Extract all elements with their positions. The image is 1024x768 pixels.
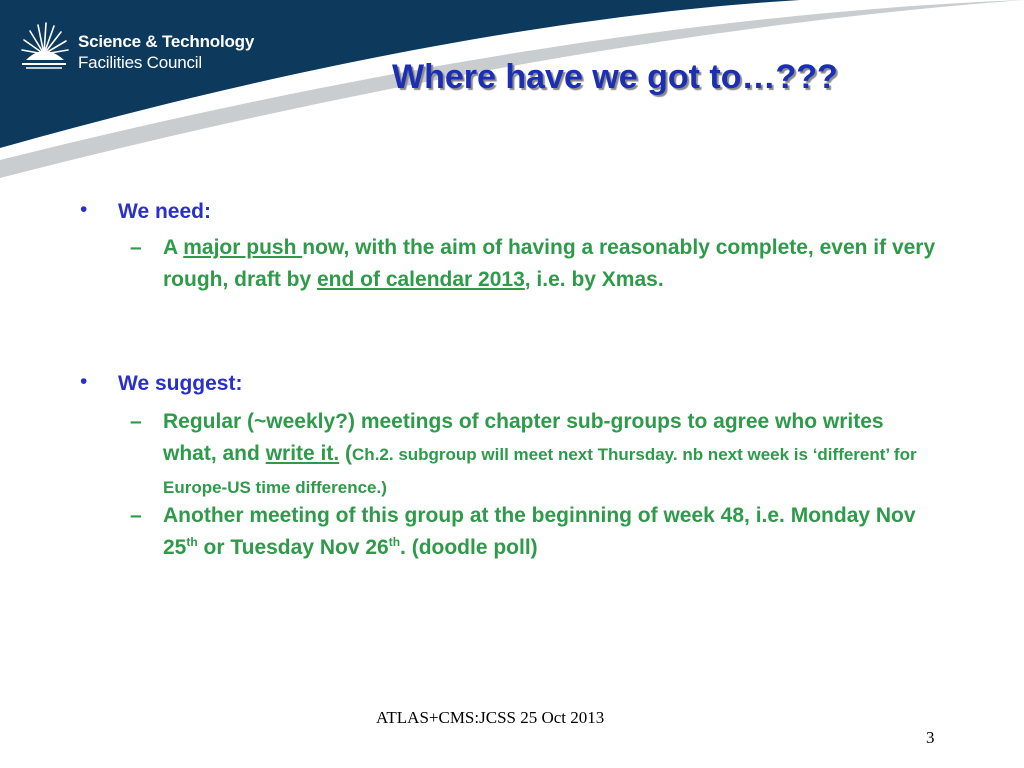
bullet-marker: • <box>80 370 88 393</box>
superscript-th: th <box>388 535 401 549</box>
underlined-text: write it. <box>265 442 340 465</box>
dash-marker: – <box>130 410 142 433</box>
text-run: Regular (~weekly?) meetings of chapter sub-groups to agree who writes what, and <box>163 410 884 465</box>
superscript-th: th <box>186 535 198 549</box>
small-note-text: Ch.2. subgroup will meet next Thursday. nb next week is ‘different’ for Europe-US time difference.) <box>163 445 917 497</box>
bullet-marker: • <box>80 198 88 221</box>
underlined-text: major push <box>183 236 303 259</box>
text-run: ( <box>339 442 353 465</box>
text-run: Another meeting of this group at the beginning of week 48, i.e. Monday Nov 25 <box>163 504 916 559</box>
text-run: . (doodle poll) <box>400 536 538 559</box>
sub-bullet-major-push <box>163 232 943 296</box>
logo-text-line1: Science & Technology <box>78 32 255 51</box>
text-run: or Tuesday Nov 26 <box>197 536 389 559</box>
bullet-we-need: We need: <box>118 200 211 223</box>
dash-marker: – <box>130 236 142 259</box>
dash-marker: – <box>130 504 142 527</box>
logo-text-line2: Facilities Council <box>78 53 202 72</box>
underlined-text: end of calendar 2013 <box>317 268 525 291</box>
text-run: A <box>163 236 184 259</box>
text-run: , i.e. by Xmas. <box>524 268 664 291</box>
page-number: 3 <box>926 728 935 747</box>
bullet-we-suggest: We suggest: <box>118 372 243 395</box>
sub-bullet-another-meeting <box>163 500 943 564</box>
text-run: now, with the aim of having a reasonably complete, even if very rough, draft by <box>163 236 936 291</box>
slide-title: Where have we got to…??? <box>392 58 838 96</box>
footer-text: ATLAS+CMS:JCSS 25 Oct 2013 <box>376 708 605 727</box>
sub-bullet-regular-meetings <box>163 406 943 504</box>
